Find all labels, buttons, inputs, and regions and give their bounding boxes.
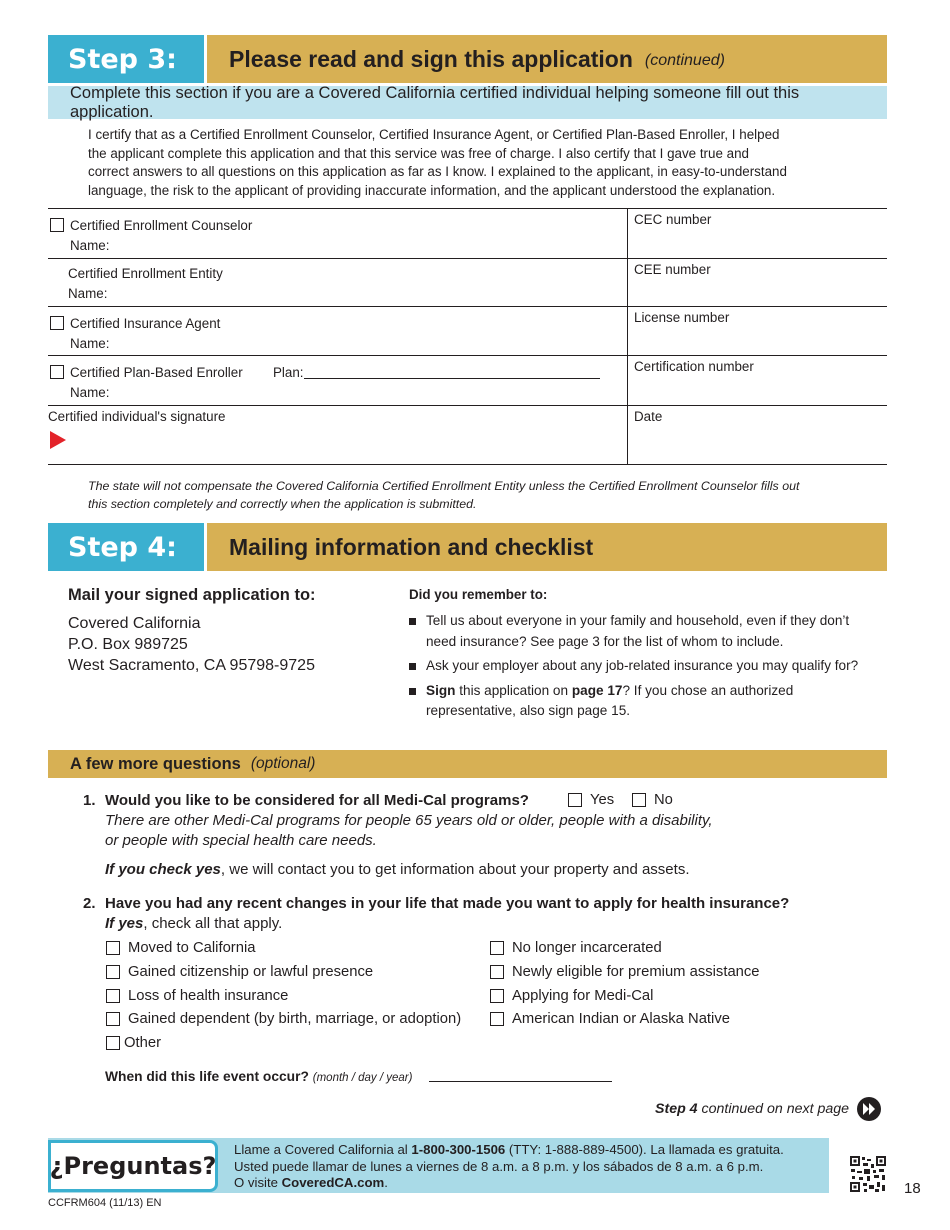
q1-note: There are other Medi-Cal programs for people 65 years old or older, people with a disability, or people with special health care needs. [105,812,713,849]
q2-option[interactable]: No longer incarcerated [490,940,662,956]
step4-tab: Step 4: [48,523,204,571]
q1-text: Would you like to be considered for all Medi-Cal programs? [105,792,529,809]
agent-checkbox[interactable] [50,316,64,330]
cee-label: Certified Enrollment Entity [68,266,223,281]
table-line [48,208,887,209]
q2-option[interactable]: Gained dependent (by birth, marriage, or adoption) [106,1011,461,1027]
step3-title: Please read and sign this application [229,45,633,72]
compensation-note: The state will not compensate the Covered California Certified Enrollment Entity unless the Certified Enrollment Counselor fills out this section completely and correctly when the application is submitted. [88,479,800,511]
step3-continued: (continued) [644,52,725,69]
table-divider [627,208,628,464]
website-link[interactable]: CoveredCA.com [281,1175,385,1191]
step3-title-bar [207,35,887,83]
checklist [409,611,879,722]
q2-option[interactable]: Moved to California [106,940,255,956]
q2-option[interactable]: Other [106,1035,161,1051]
q2-checkbox[interactable] [106,965,120,979]
enroller-name-label: Name: [70,385,110,400]
q2-option[interactable]: Gained citizenship or lawful presence [106,964,373,980]
cec-name-label: Name: [70,238,110,253]
form-code: CCFRM604 (11/13) EN [48,1197,162,1209]
q2-instruction: If yes, check all that apply. [105,915,283,932]
q1-yes-checkbox[interactable] [568,793,582,807]
when-label: When did this life event occur? (month / day / year) [105,1069,413,1084]
license-number-field[interactable] [632,328,882,353]
step4-title: Mailing information and checklist [229,533,594,560]
preguntas-tab: ¿Preguntas? [48,1140,218,1192]
q2-checkbox[interactable] [106,989,120,1003]
q2-option[interactable]: Applying for Medi-Cal [490,988,653,1004]
enroller-checkbox[interactable] [50,365,64,379]
sign-here-arrow-icon [50,431,66,449]
certification-statement: I certify that as a Certified Enrollment Counselor, Certified Insurance Agent, or Certified Plan-Based Enroller, I helped the applicant complete this application and that this service was free of charge. I also certify that I gave true and correct answers to all questions on this application as far as I know. I explained to the applicant, in easy-to-understand language, the risk to the applicant of providing inaccurate information, and the applicant understood the explanation. [88,127,787,198]
mail-heading: Mail your signed application to: [68,586,316,604]
q2-checkbox[interactable] [490,941,504,955]
cec-label: Certified Enrollment Counselor [70,218,253,233]
q2-checkbox[interactable] [106,941,120,955]
q1-no-option[interactable]: No [632,792,673,808]
table-line [48,464,887,465]
next-page-icon [857,1097,881,1121]
step3-tab: Step 3: [48,35,204,83]
q2-checkbox[interactable] [106,1012,120,1026]
page-number: 18 [904,1180,921,1197]
certified-banner: Complete this section if you are a Covered California certified individual helping someone fill out this application. [48,86,887,119]
remember-heading: Did you remember to: [409,587,548,602]
q2-checkbox[interactable] [106,1036,120,1050]
signature-field[interactable] [72,428,622,462]
checklist-item: Tell us about everyone in your family and household, even if they don’t need insurance? See page 3 for the list of whom to include. [409,611,879,652]
cec-number-field[interactable] [632,230,882,256]
bullet-icon [409,663,416,670]
agent-name-field[interactable] [110,310,620,353]
agent-name-label: Name: [70,336,110,351]
signature-label: Certified individual's signature [48,409,226,424]
cee-number-label: CEE number [634,262,711,277]
q2-checkbox[interactable] [490,989,504,1003]
q2-option[interactable]: American Indian or Alaska Native [490,1011,730,1027]
cec-name-field[interactable] [110,212,620,256]
license-number-label: License number [634,310,730,325]
table-line [48,405,887,406]
q2-text: Have you had any recent changes in your life that made you want to apply for health insurance? [105,895,790,912]
date-field[interactable] [632,428,882,462]
certification-number-field[interactable] [632,377,882,403]
optional-tag: (optional) [250,755,316,772]
q1-no-checkbox[interactable] [632,793,646,807]
optional-title: A few more questions [70,754,241,773]
bullet-icon [409,618,416,625]
date-label: Date [634,409,663,424]
cec-number-label: CEC number [634,212,712,227]
preguntas-text: Llame a Covered California al 1-800-300-1506 (TTY: 1-888-889-4500). La llamada es gratuita. Usted puede llamar de lunes a viernes de 8 a.m. a 8 p.m. y los sábados de 8 a.m. a 6 p.m. O visite CoveredCA.com. [234,1142,784,1191]
q1-yes-option[interactable]: Yes [568,792,614,808]
enroller-name-field[interactable] [110,382,620,403]
plan-field[interactable] [304,365,600,379]
q2-option[interactable]: Loss of health insurance [106,988,288,1004]
continued-note: Step 4 continued on next page [655,1101,850,1117]
q1-number: 1. [83,792,96,809]
agent-label: Certified Insurance Agent [70,316,221,331]
cee-name-label: Name: [68,286,108,301]
q2-number: 2. [83,895,96,912]
life-event-date-field[interactable] [429,1068,612,1082]
enroller-label: Certified Plan-Based Enroller [70,365,243,380]
cee-number-field[interactable] [632,280,882,304]
cec-checkbox[interactable] [50,218,64,232]
checklist-item: Sign this application on page 17? If you chose an authorized representative, also sign page 15. [409,681,879,722]
q2-checkbox[interactable] [490,965,504,979]
mailing-address: Covered California P.O. Box 989725 West Sacramento, CA 95798-9725 [68,615,315,674]
q1-followup: If you check yes, we will contact you to get information about your property and assets. [105,861,690,878]
checklist-item: Ask your employer about any job-related insurance you may qualify for? [409,656,879,677]
optional-bar [48,750,887,778]
qr-code-icon [849,1155,887,1193]
table-line [48,306,887,307]
plan-label: Plan: [273,365,304,380]
q2-option[interactable]: Newly eligible for premium assistance [490,964,760,980]
certification-number-label: Certification number [634,359,754,374]
bullet-icon [409,688,416,695]
phone-number: 1-800-300-1506 [411,1142,506,1157]
table-line [48,258,887,259]
cee-name-field[interactable] [110,262,620,304]
table-line [48,355,887,356]
q2-checkbox[interactable] [490,1012,504,1026]
step4-title-bar [207,523,887,571]
